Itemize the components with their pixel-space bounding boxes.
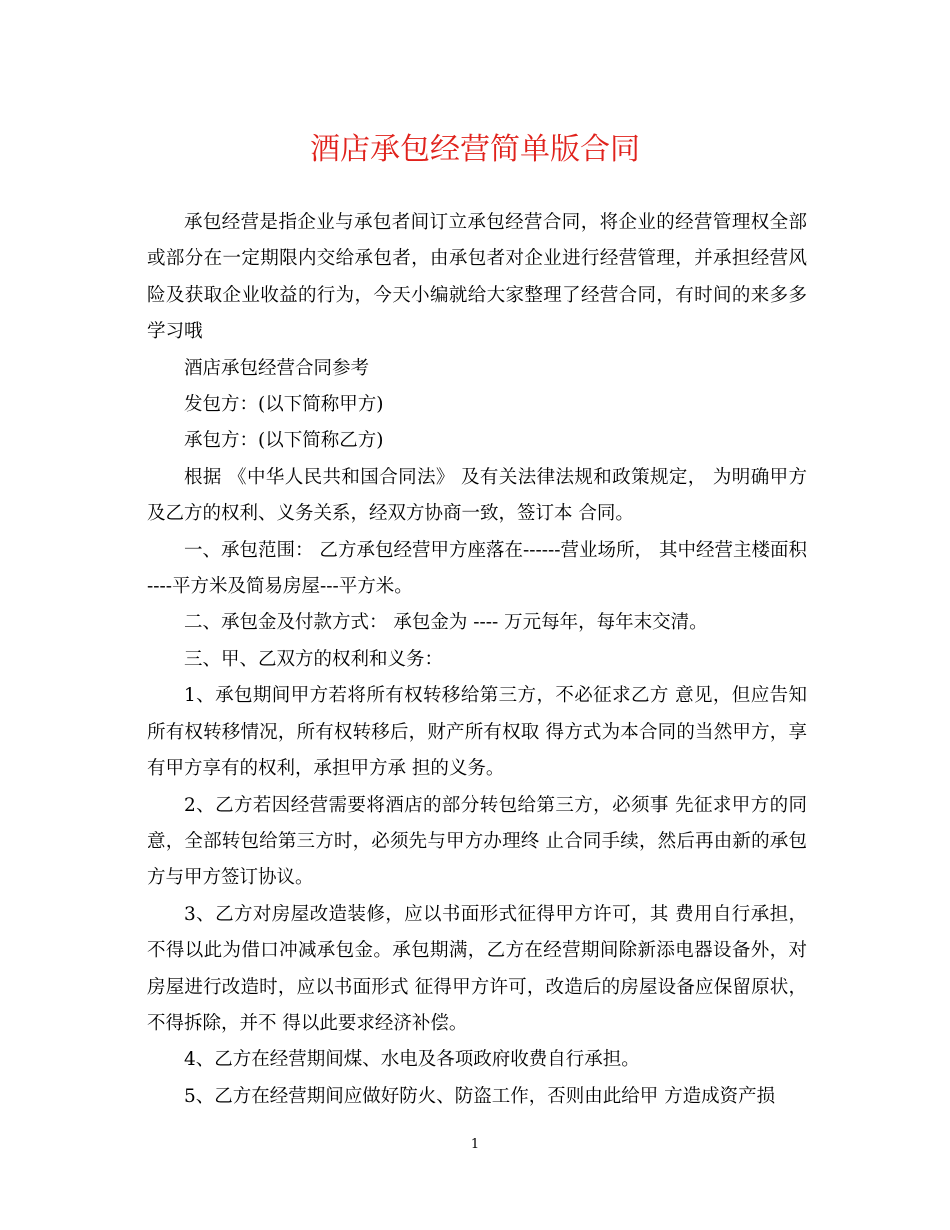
paragraph-rights-heading: 三、甲、乙双方的权利和义务： xyxy=(184,648,444,670)
document-title: 酒店承包经营简单版合同 xyxy=(310,132,640,167)
paragraph-clause-1: 1、承包期间甲方若将所有权转移给第三方，不必征求乙方 意见，但应告知所有权转移情况，所有权转移后，财产所有权取 得方式为本合同的当然甲方，享有甲方享有的权利，承担甲方承 担的义务。 xyxy=(147,685,807,780)
paragraph-clause-5: 5、乙方在经营期间应做好防火、防盗工作，否则由此给甲 方造成资产损 xyxy=(184,1085,776,1107)
paragraph-clause-4: 4、乙方在经营期间煤、水电及各项政府收费自行承担。 xyxy=(184,1049,640,1071)
paragraph-party-b: 承包方：(以下简称乙方) xyxy=(184,430,384,452)
paragraph-clause-2: 2、乙方若因经营需要将酒店的部分转包给第三方，必须事 先征求甲方的同意，全部转包给第三方时，必须先与甲方办理终 止合同手续，然后再由新的承包方与甲方签订协议。 xyxy=(147,794,807,889)
paragraph-reference-heading: 酒店承包经营合同参考 xyxy=(184,357,370,379)
paragraph-intro: 承包经营是指企业与承包者间订立承包经营合同，将企业的经营管理权全部或部分在一定期限内交给承包者，由承包者对企业进行经营管理，并承担经营风险及获取企业收益的行为，今天小编就给大家整理了经营合同，有时间的来多多学习哦 xyxy=(147,212,807,343)
page-number: 1 xyxy=(470,1137,480,1152)
paragraph-clause-3: 3、乙方对房屋改造装修，应以书面形式征得甲方许可，其 费用自行承担，不得以此为借口冲减承包金。承包期满，乙方在经营期间除新添电器设备外，对房屋进行改造时，应以书面形式 征得甲方许可，改造后的房屋设备应保留原状，不得拆除，并不 得以此要求经济补偿。 xyxy=(147,903,807,1034)
paragraph-scope: 一、承包范围： 乙方承包经营甲方座落在------营业场所， 其中经营主楼面积 ----平方米及简易房屋---平方米。 xyxy=(147,539,807,598)
paragraph-legal-basis: 根据 《中华人民共和国合同法》 及有关法律法规和政策规定， 为明确甲方及乙方的权利、义务关系，经双方协商一致，签订本 合同。 xyxy=(147,466,807,525)
paragraph-party-a: 发包方：(以下简称甲方) xyxy=(184,394,384,416)
paragraph-payment: 二、承包金及付款方式： 承包金为 ---- 万元每年，每年末交清。 xyxy=(184,612,708,634)
document-body xyxy=(147,205,807,1115)
